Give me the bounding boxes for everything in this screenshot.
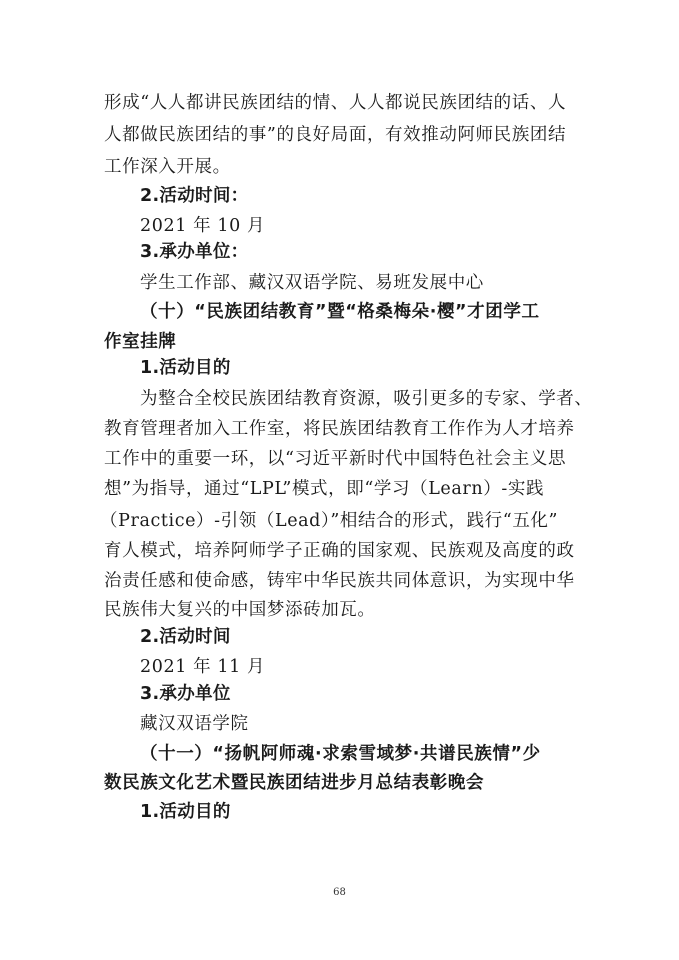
page-number: 68 (333, 887, 346, 898)
paragraph-line: 育人模式，培养阿师学子正确的国家观、民族观及高度的政 (104, 541, 575, 561)
section-title: 数民族文化艺术暨民族团结进步月总结表彰晚会 (104, 773, 485, 793)
section-title: （十一）“扬帆阿师魂·求索雪域梦·共谱民族情”少 (140, 744, 541, 764)
section-heading: 2.活动时间 (140, 627, 231, 647)
paragraph-line: 2021 年 10 月 (140, 216, 266, 236)
section-title: （十）“民族团结教育”暨“格桑梅朵·樱”才团学工 (140, 302, 540, 322)
paragraph-line: 学生工作部、藏汉双语学院、易班发展中心 (140, 273, 484, 293)
section-heading: 2.活动时间： (140, 186, 249, 206)
paragraph-line: 治责任感和使命感，铸牢中华民族共同体意识，为实现中华 (104, 571, 575, 591)
section-title: 作室挂牌 (104, 332, 177, 352)
paragraph-line: 人都做民族团结的事”的良好局面，有效推动阿师民族团结 (104, 125, 567, 145)
paragraph-line: 想”为指导，通过“LPL”模式，即“学习（Learn）-实践 (104, 479, 545, 499)
section-heading: 3.承办单位 (140, 684, 231, 704)
paragraph-line: 2021 年 11 月 (140, 657, 266, 677)
section-heading: 1.活动目的 (140, 802, 231, 822)
section-heading: 3.承办单位： (140, 242, 249, 262)
paragraph-line: 藏汉双语学院 (140, 714, 249, 734)
paragraph-line: 工作深入开展。 (104, 157, 231, 177)
paragraph-line: 民族伟大复兴的中国梦添砖加瓦。 (104, 600, 376, 620)
paragraph-line: （Practice）-引领（Lead）”相结合的形式，践行“五化” (100, 511, 559, 531)
paragraph-line: 教育管理者加入工作室，将民族团结教育工作作为人才培养 (104, 419, 575, 439)
paragraph-line: 为整合全校民族团结教育资源，吸引更多的专家、学者、 (140, 389, 593, 409)
section-heading: 1.活动目的 (140, 358, 231, 378)
paragraph-line: 工作中的重要一环，以“习近平新时代中国特色社会主义思 (104, 449, 567, 469)
paragraph-line: 形成“人人都讲民族团结的情、人人都说民族团结的话、人 (104, 93, 567, 113)
